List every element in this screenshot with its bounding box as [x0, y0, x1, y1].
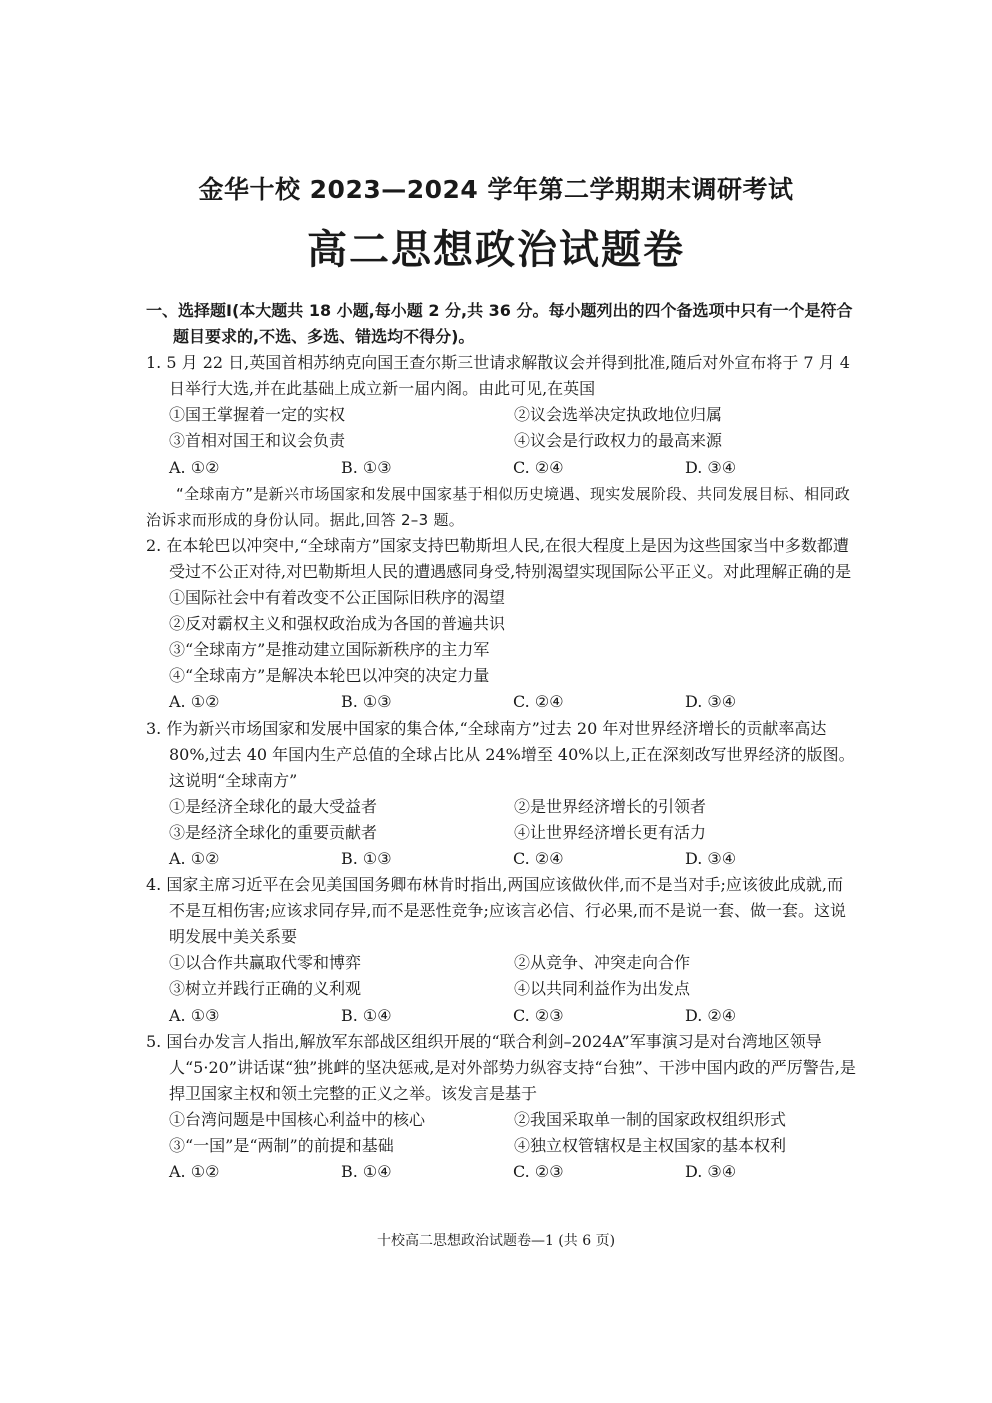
statement-1: ①是经济全球化的最大受益者 [169, 796, 378, 816]
answer-choices [146, 689, 858, 715]
choice-a[interactable]: A. ①③ [169, 1005, 220, 1025]
choice-d[interactable]: D. ③④ [685, 457, 737, 477]
answer-choices [146, 1003, 858, 1029]
choice-a[interactable]: A. ①② [169, 848, 220, 868]
statement-2: ②议会选举决定执政地位归属 [514, 405, 723, 425]
statement-3: ③“全球南方”是推动建立国际新秩序的主力军 [169, 640, 490, 660]
reading-material: “全球南方”是新兴市场国家和发展中国家基于相似历史境遇、现实发展阶段、共同发展目标、相同政治诉求而形成的身份认同。据此,回答 2–3 题。 [146, 484, 851, 529]
section-heading: 一、选择题Ⅰ(本大题共 18 小题,每小题 2 分,共 36 分。每小题列出的四个备选项中只有一个是符合题目要求的,不选、多选、错选均不得分)。 [146, 301, 853, 347]
statement-2: ②反对霸权主义和强权政治成为各国的普遍共识 [169, 614, 506, 634]
choice-c[interactable]: C. ②④ [513, 457, 564, 477]
statement-options [146, 585, 858, 689]
statement-3: ③树立并践行正确的义利观 [169, 979, 362, 999]
choice-b[interactable]: B. ①③ [341, 848, 392, 868]
statement-2: ②是世界经济增长的引领者 [514, 796, 707, 816]
question-1 [146, 350, 858, 480]
choice-d[interactable]: D. ③④ [685, 1162, 737, 1182]
choice-a[interactable]: A. ①② [169, 692, 220, 712]
question-content [146, 298, 858, 1185]
question-4 [146, 872, 858, 1029]
statement-4: ④“全球南方”是解决本轮巴以冲突的决定力量 [169, 666, 490, 686]
question-5 [146, 1029, 858, 1186]
exam-title: 金华十校 2023—2024 学年第二学期期末调研考试 [198, 175, 794, 204]
statement-options [146, 950, 858, 1002]
choice-c[interactable]: C. ②④ [513, 692, 564, 712]
statement-4: ④议会是行政权力的最高来源 [514, 431, 723, 451]
question-2 [146, 533, 858, 716]
statement-options [146, 794, 858, 846]
choice-a[interactable]: A. ①② [169, 1162, 220, 1182]
statement-4: ④独立权管辖权是主权国家的基本权利 [514, 1136, 787, 1155]
choice-b[interactable]: B. ①④ [341, 1162, 392, 1182]
choice-c[interactable]: C. ②③ [513, 1005, 564, 1025]
paper-title: 高二思想政治试题卷 [307, 227, 685, 273]
statement-4: ④让世界经济增长更有活力 [514, 822, 707, 842]
choice-b[interactable]: B. ①③ [341, 692, 392, 712]
statement-1: ①以合作共赢取代零和博弈 [169, 953, 362, 973]
statement-options [146, 402, 858, 454]
choice-a[interactable]: A. ①② [169, 457, 220, 477]
statement-3: ③首相对国王和议会负责 [169, 431, 346, 451]
question-stem: 5. 国台办发言人指出,解放军东部战区组织开展的“联合利剑–2024A”军事演习是对台湾地区领导人“5·20”讲话谋“独”挑衅的坚决惩戒,是对外部势力纵容支持“台独”、干涉中国内政的严厉警告,是捍卫国家主权和领土完整的正义之举。该发言是基于 [146, 1031, 856, 1103]
statement-3: ③“一国”是“两制”的前提和基础 [169, 1136, 394, 1155]
statement-4: ④以共同利益作为出发点 [514, 979, 691, 999]
answer-choices [146, 455, 858, 481]
page-footer: 十校高二思想政治试题卷—1 (共 6 页) [376, 1233, 616, 1249]
choice-d[interactable]: D. ②④ [685, 1005, 737, 1025]
question-3 [146, 716, 858, 873]
choice-b[interactable]: B. ①④ [341, 1005, 392, 1025]
choice-d[interactable]: D. ③④ [685, 848, 737, 868]
question-stem: 4. 国家主席习近平在会见美国国务卿布林肯时指出,两国应该做伙伴,而不是当对手;应该彼此成就,而不是互相伤害;应该求同存异,而不是恶性竞争;应该言必信、行必果,而不是说一套、做一套。这说明发展中美关系要 [146, 875, 846, 947]
answer-choices [146, 846, 858, 872]
statement-3: ③是经济全球化的重要贡献者 [169, 822, 378, 842]
statement-1: ①国际社会中有着改变不公正国际旧秩序的渴望 [169, 588, 506, 608]
choice-c[interactable]: C. ②③ [513, 1162, 564, 1182]
choice-b[interactable]: B. ①③ [341, 457, 392, 477]
statement-options [146, 1107, 858, 1159]
answer-choices [146, 1159, 858, 1185]
choice-d[interactable]: D. ③④ [685, 692, 737, 712]
statement-1: ①国王掌握着一定的实权 [169, 405, 346, 425]
statement-2: ②我国采取单一制的国家政权组织形式 [514, 1109, 787, 1129]
question-stem: 2. 在本轮巴以冲突中,“全球南方”国家支持巴勒斯坦人民,在很大程度上是因为这些国家当中多数都遭受过不公正对待,对巴勒斯坦人民的遭遇感同身受,特别渴望实现国际公平正义。对此理解正确的是 [146, 535, 852, 581]
statement-1: ①台湾问题是中国核心利益中的核心 [169, 1109, 426, 1129]
question-stem: 1. 5 月 22 日,英国首相苏纳克向国王查尔斯三世请求解散议会并得到批准,随后对外宣布将于 7 月 4 日举行大选,并在此基础上成立新一届内阁。由此可见,在英国 [146, 353, 850, 399]
question-stem: 3. 作为新兴市场国家和发展中国家的集合体,“全球南方”过去 20 年对世界经济增长的贡献率高达 80%,过去 40 年国内生产总值的全球占比从 24%增至 40%以上,正在深刻改写世界经济的版图。这说明“全球南方” [146, 718, 855, 790]
choice-c[interactable]: C. ②④ [513, 848, 564, 868]
statement-2: ②从竞争、冲突走向合作 [514, 953, 691, 973]
